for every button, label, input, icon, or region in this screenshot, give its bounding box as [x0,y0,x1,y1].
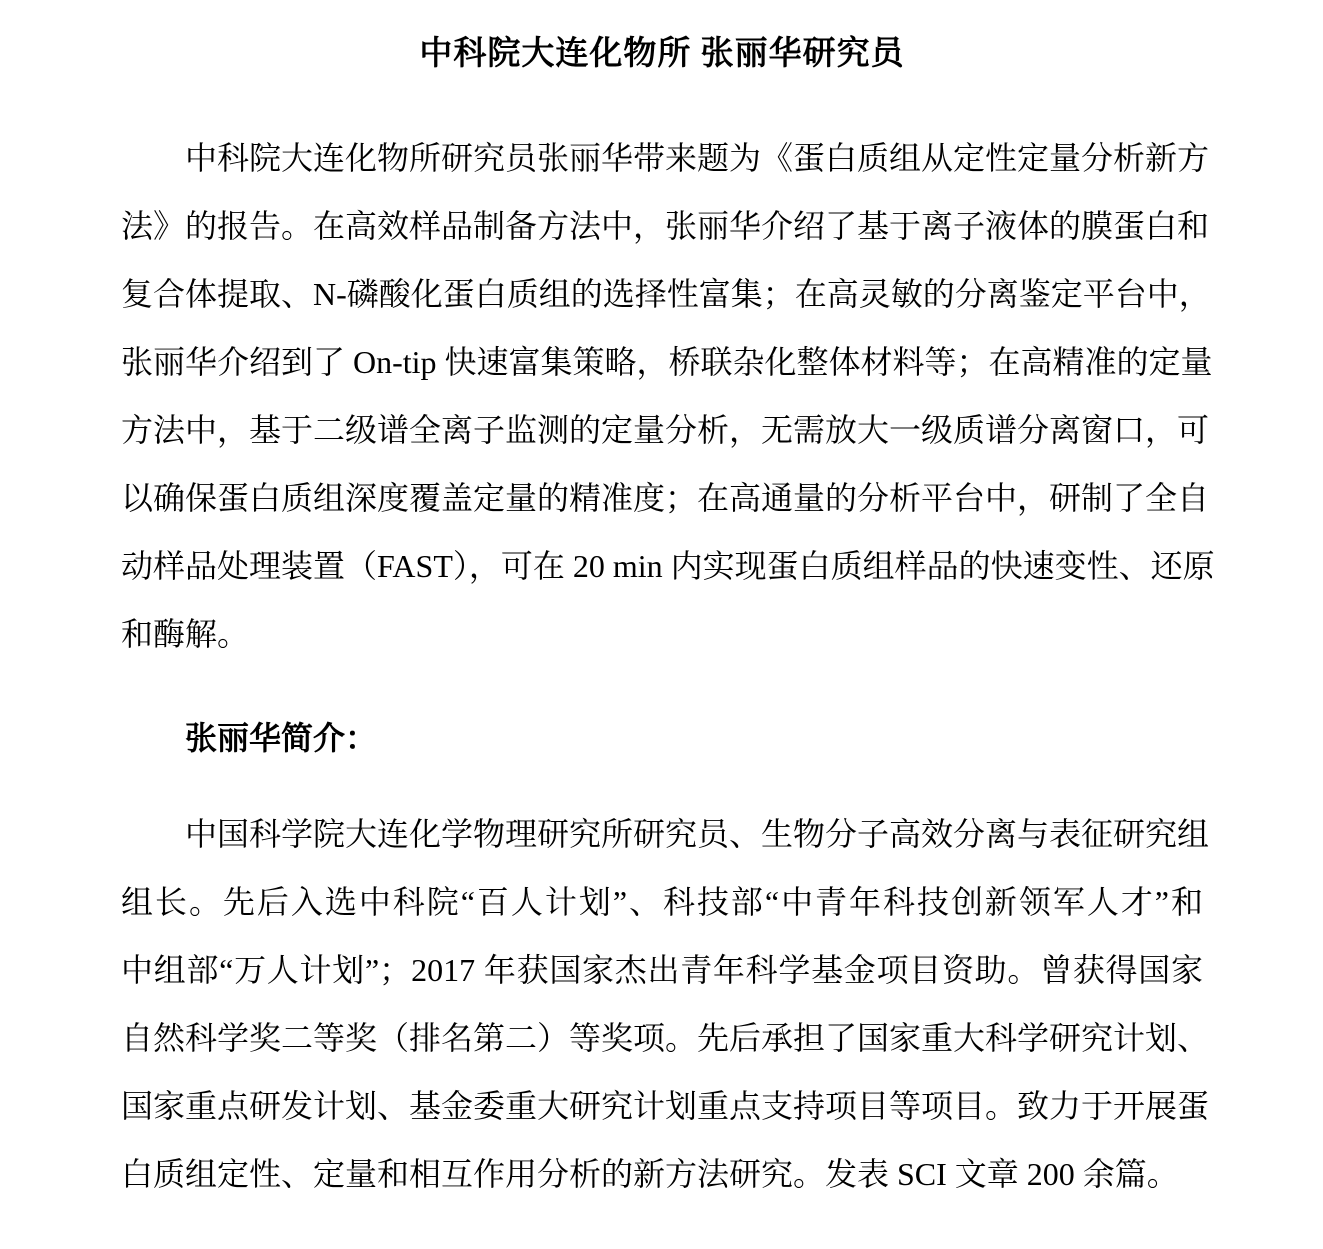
paragraph2-line-3: 中组部“万人计划”；2017 年获国家杰出青年科学基金项目资助。曾获得国家 [121,952,1203,988]
document-content [121,0,1215,1208]
bio-section-heading: 张丽华简介： [185,720,378,756]
document-title: 中科院大连化物所 张丽华研究员 [419,36,905,72]
paragraph2-line-5: 国家重点研发计划、基金委重大研究计划重点支持项目等项目。致力于开展蛋 [121,1088,1210,1124]
paragraph2-line-1: 中国科学院大连化学物理研究所研究员、生物分子高效分离与表征研究组 [185,816,1210,852]
paragraph1-line-4: 张丽华介绍到了 On-tip 快速富集策略，桥联杂化整体材料等；在高精准的定量 [121,344,1213,380]
report-summary-paragraph [121,124,1215,668]
paragraph2-line-6: 白质组定性、定量和相互作用分析的新方法研究。发表 SCI 文章 200 余篇。 [121,1156,1179,1192]
paragraph1-line-8: 和酶解。 [121,616,250,652]
paragraph2-line-4: 自然科学奖二等奖（排名第二）等奖项。先后承担了国家重大科学研究计划、 [121,1020,1210,1056]
paragraph1-line-6: 以确保蛋白质组深度覆盖定量的精准度；在高通量的分析平台中，研制了全自 [121,480,1210,516]
paragraph1-line-7: 动样品处理装置（FAST），可在 20 min 内实现蛋白质组样品的快速变性、还原 [121,548,1215,584]
paragraph2-line-2: 组长。先后入选中科院“百人计划”、科技部“中青年科技创新领军人才”和 [121,884,1203,920]
bio-paragraph [121,800,1210,1208]
paragraph1-line-5: 方法中，基于二级谱全离子监测的定量分析，无需放大一级质谱分离窗口，可 [121,412,1210,448]
paragraph1-line-2: 法》的报告。在高效样品制备方法中，张丽华介绍了基于离子液体的膜蛋白和 [121,208,1210,244]
paragraph1-line-3: 复合体提取、N-磷酸化蛋白质组的选择性富集；在高灵敏的分离鉴定平台中， [121,276,1211,312]
paragraph1-line-1: 中科院大连化物所研究员张丽华带来题为《蛋白质组从定性定量分析新方 [185,140,1210,176]
